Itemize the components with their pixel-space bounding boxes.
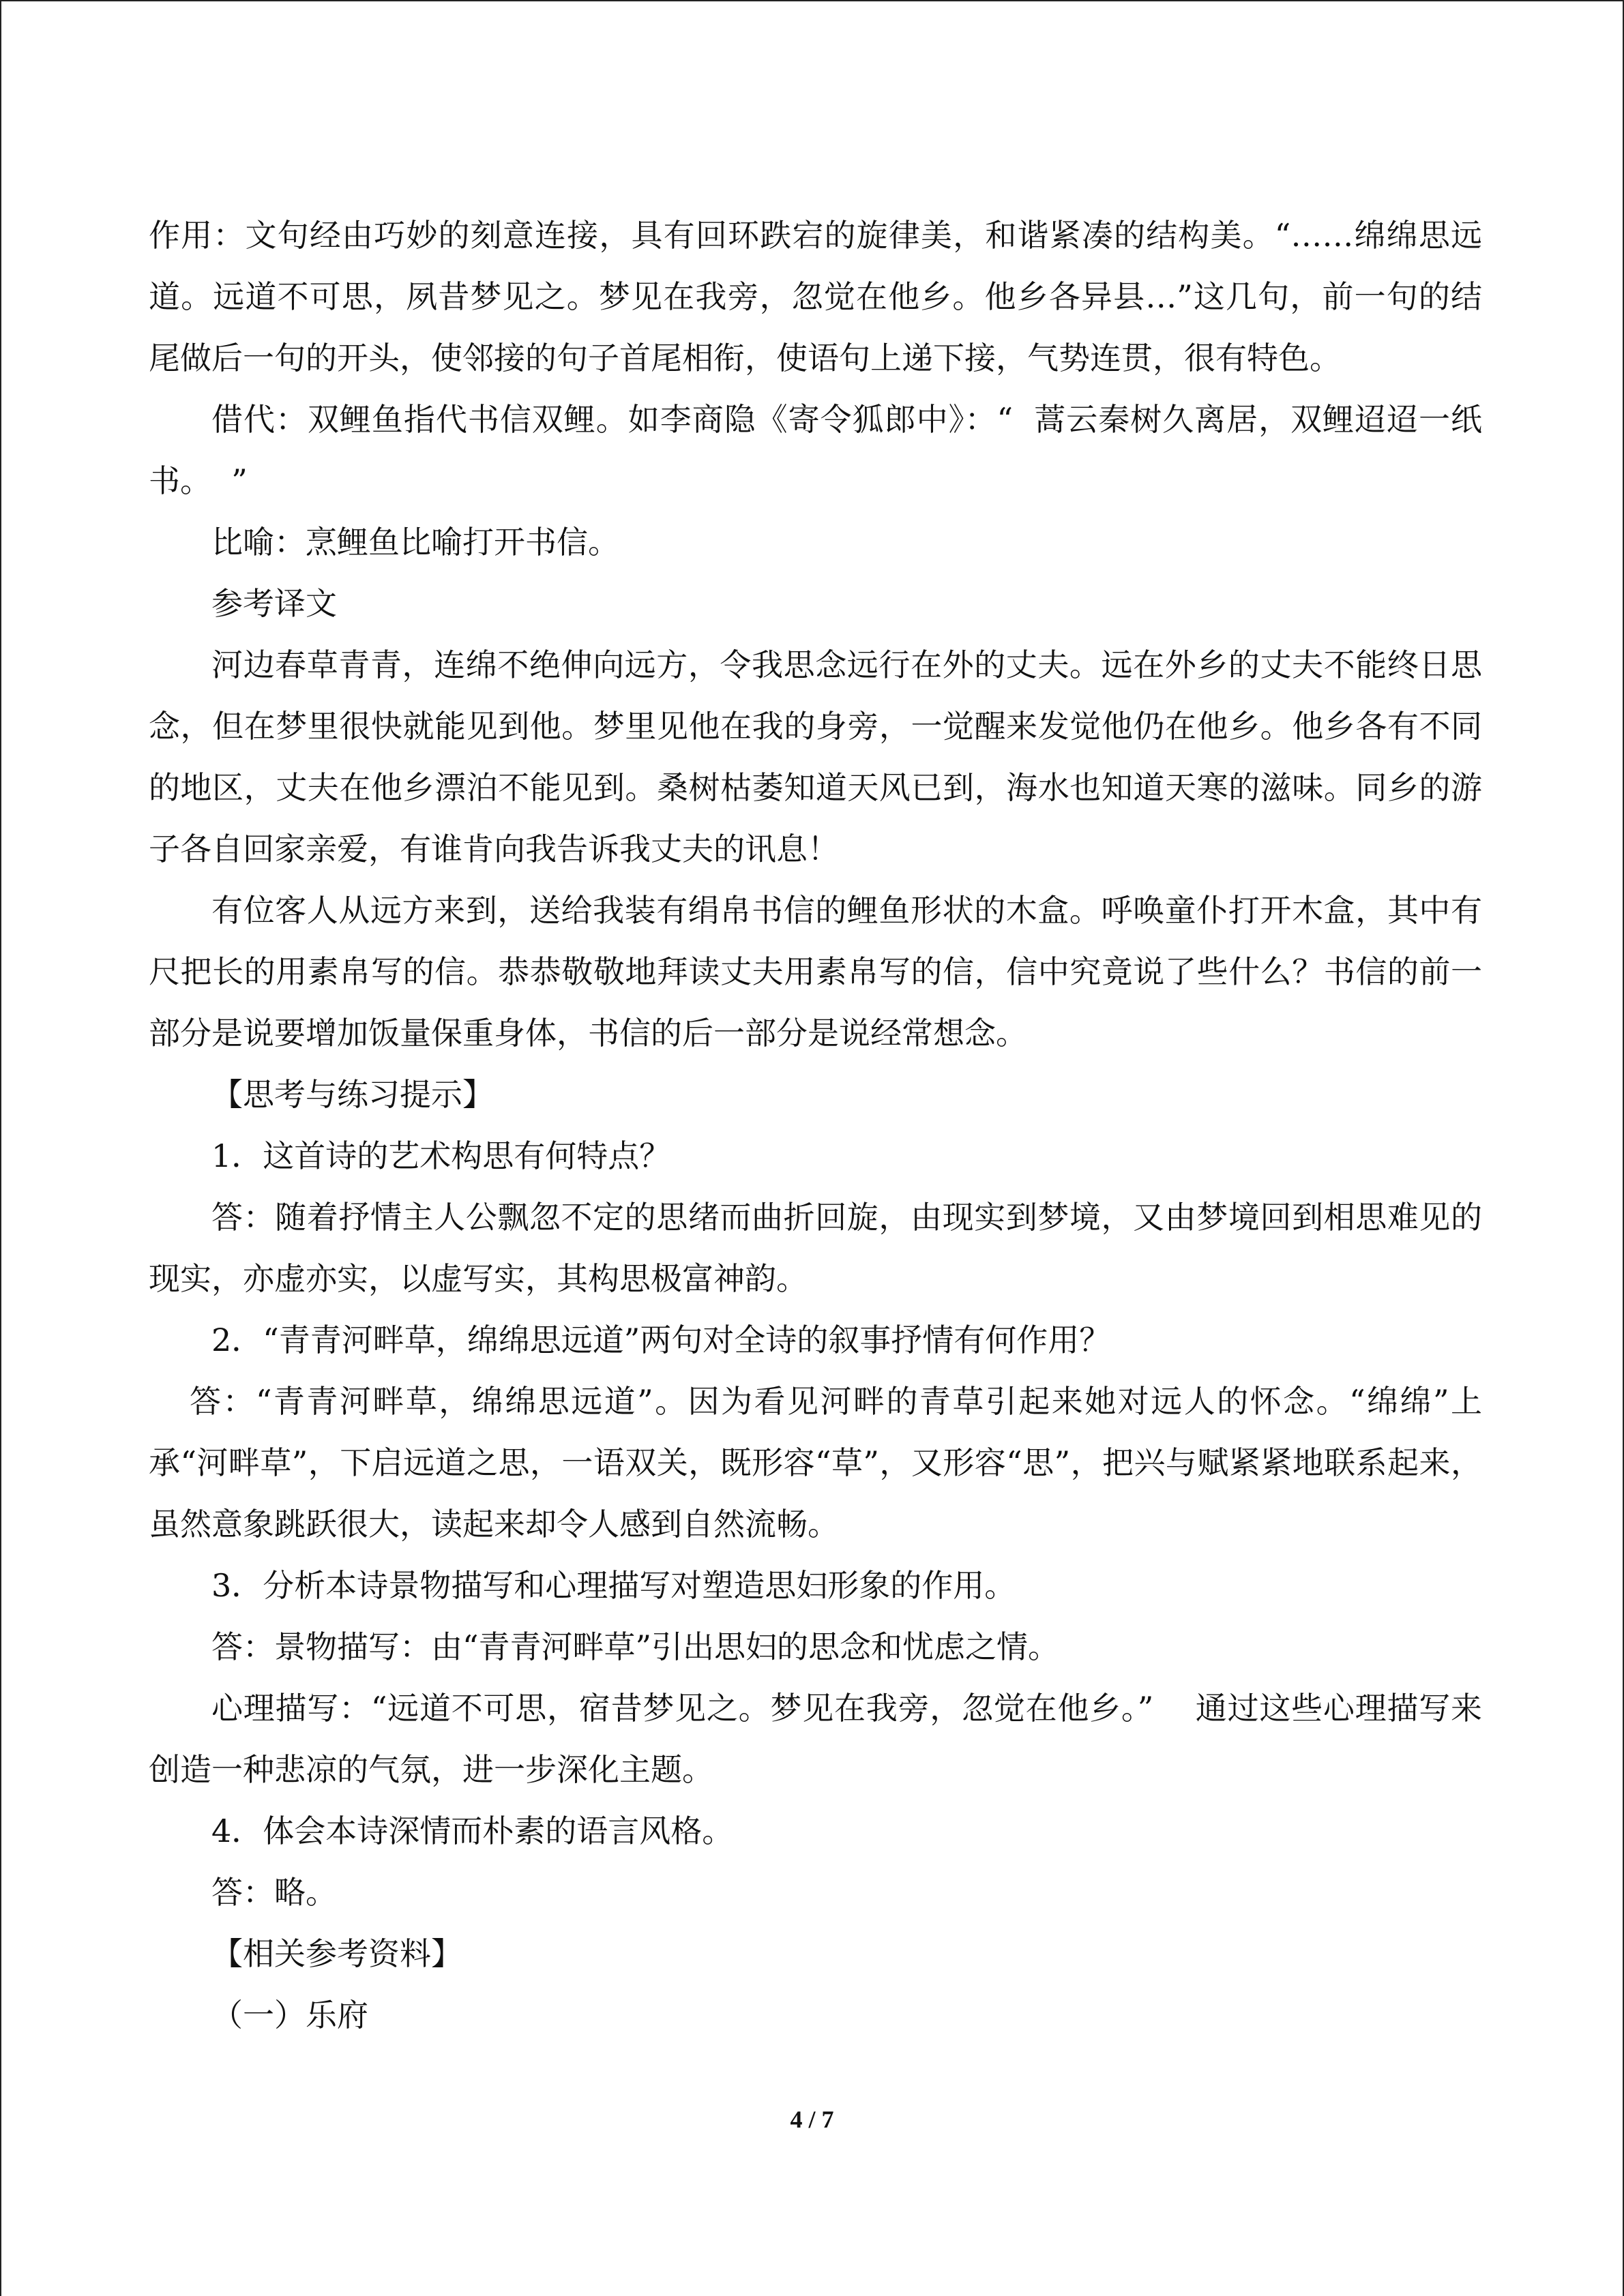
answer-4: 答：略。 xyxy=(211,1874,337,1911)
heading-related-references: 【相关参考资料】 xyxy=(211,1935,462,1972)
question-4: 4．体会本诗深情而朴素的语言风格。 xyxy=(211,1813,734,1849)
paragraph-translation-1: 河边春草青青，连绵不绝伸向远方，令我思念远行在外的丈夫。远在外乡的丈夫不能终日思念，但在梦里很快就能见到他。梦里见他在我的身旁，一觉醒来发觉他仍在他乡。他乡各有不同的地区，丈夫在他乡漂泊不能见到。桑树枯萎知道天风已到，海水也知道天寒的滋味。同乡的游子各自回家亲爱，有谁肯向我告诉我丈夫的讯息！ xyxy=(149,646,1482,867)
question-1: 1．这首诗的艺术构思有何特点？ xyxy=(211,1137,671,1174)
heading-reference-translation: 参考译文 xyxy=(211,585,337,622)
paragraph-translation-2: 有位客人从远方来到，送给我装有绢帛书信的鲤鱼形状的木盒。呼唤童仆打开木盒，其中有尺把长的用素帛写的信。恭恭敬敬地拜读丈夫用素帛写的信，信中究竟说了些什么？书信的前一部分是说要增加饭量保重身体，书信的后一部分是说经常想念。 xyxy=(149,892,1482,1052)
paragraph-metonymy: 借代：双鲤鱼指代书信双鲤。如李商隐《寄令狐郎中》：“ 蒿云秦树久离居，双鲤迢迢一纸书。 ” xyxy=(149,401,1482,499)
page-border-left xyxy=(0,0,1,2296)
question-3: 3．分析本诗景物描写和心理描写对塑造思妇形象的作用。 xyxy=(211,1567,1016,1604)
question-2: 2．“青青河畔草，绵绵思远道”两句对全诗的叙事抒情有何作用？ xyxy=(211,1322,1111,1358)
page-border-top xyxy=(0,0,1624,1)
heading-exercise-hints: 【思考与练习提示】 xyxy=(211,1076,494,1113)
paragraph-function: 作用：文句经由巧妙的刻意连接，具有回环跌宕的旋律美，和谐紧凑的结构美。“……绵绵思远道。远道不可思，夙昔梦见之。梦见在我旁，忽觉在他乡。他乡各异县…”这几句，前一句的结尾做后一句的开头，使邻接的句子首尾相衔，使语句上递下接，气势连贯，很有特色。 xyxy=(149,217,1482,376)
document-body xyxy=(149,205,1482,2046)
answer-3-scenery: 答：景物描写：由“青青河畔草”引出思妇的思念和忧虑之情。 xyxy=(211,1628,1060,1665)
page-number: 4 / 7 xyxy=(790,2106,834,2133)
answer-2: 答：“青青河畔草，绵绵思远道”。因为看见河畔的青草引起来她对远人的怀念。“绵绵”上承“河畔草”，下启远道之思，一语双关，既形容“草”，又形容“思”，把兴与赋紧紧地联系起来，虽然意象跳跃很大，读起来却令人感到自然流畅。 xyxy=(149,1383,1482,1542)
answer-1: 答：随着抒情主人公飘忽不定的思绪而曲折回旋，由现实到梦境，又由梦境回到相思难见的现实，亦虚亦实，以虚写实，其构思极富神韵。 xyxy=(149,1199,1482,1297)
paragraph-metaphor: 比喻：烹鲤鱼比喻打开书信。 xyxy=(211,524,619,561)
subheading-yuefu: （一）乐府 xyxy=(211,1997,368,2033)
answer-3-psychology: 心理描写：“远道不可思，宿昔梦见之。梦见在我旁，忽觉在他乡。” 通过这些心理描写来创造一种悲凉的气氛，进一步深化主题。 xyxy=(149,1690,1482,1788)
